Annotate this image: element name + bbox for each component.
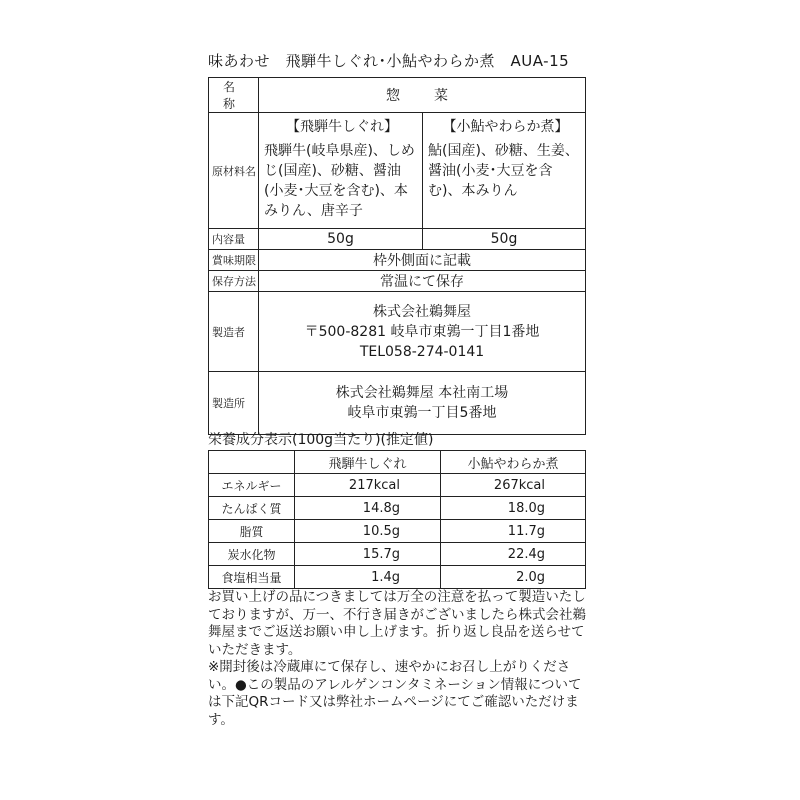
manufacturer-value [259, 292, 586, 372]
nutrient-label: 脂質 [209, 520, 295, 543]
ingredients-text-ayu: 鮎(国産)、砂糖、生姜、醤油(小麦･大豆を含む)、本みりん [428, 143, 579, 199]
nutrient-label: 食塩相当量 [209, 566, 295, 589]
factory-row [209, 372, 586, 435]
content-label: 内容量 [209, 229, 259, 250]
storage-allergen-note: ※開封後は冷蔵庫にて保存し、速やかにお召し上がりください。●この製品のアレルゲンコンタミネーション情報については下記QRコード又は弊社ホームページにてご確認いただけます。 [208, 659, 582, 728]
nutrient-value-beef: 10.5g [295, 520, 441, 543]
nutrient-value-beef: 1.4g [295, 566, 441, 589]
content-value-ayu: 50g [423, 229, 586, 250]
storage-label: 保存方法 [209, 271, 259, 292]
factory-address: 岐阜市東鶉一丁目5番地 [347, 405, 497, 421]
table-row [209, 474, 586, 497]
manufacturer-label: 製造者 [209, 292, 259, 372]
nutrient-value-ayu: 18.0g [441, 497, 586, 520]
ingredients-label: 原材料名 [209, 113, 259, 229]
ingredients-ayu [423, 113, 586, 229]
nutrition-header-beef: 飛騨牛しぐれ [295, 451, 441, 474]
storage-value: 常温にて保存 [259, 271, 586, 292]
return-policy-note: お買い上げの品につきましては万全の注意を払って製造いたしておりますが、万一、不行き届きがございましたら株式会社鵜舞屋までご返送お願い申し上げます。折り返し良品を送らせていただきます。 [208, 589, 586, 658]
nutrient-label: 炭水化物 [209, 543, 295, 566]
food-label-table [208, 77, 586, 435]
ingredients-row [209, 113, 586, 229]
notes-block [208, 589, 590, 729]
table-row [209, 566, 586, 589]
expiry-value: 枠外側面に記載 [259, 250, 586, 271]
manufacturer-address: 〒500-8281 岐阜市東鶉一丁目1番地 [304, 323, 540, 340]
product-title: 味あわせ 飛騨牛しぐれ･小鮎やわらか煮 AUA-15 [208, 52, 570, 70]
nutrient-label: たんぱく質 [209, 497, 295, 520]
factory-value [259, 372, 586, 435]
table-row [209, 520, 586, 543]
nutrient-value-beef: 217kcal [295, 474, 441, 497]
manufacturer-phone: TEL058-274-0141 [359, 343, 485, 360]
nutrient-value-ayu: 267kcal [441, 474, 586, 497]
content-value-beef: 50g [259, 229, 423, 250]
factory-name: 株式会社鵜舞屋 本社南工場 [335, 385, 509, 401]
expiry-row [209, 250, 586, 271]
manufacturer-name: 株式会社鵜舞屋 [373, 303, 471, 320]
product-heading-ayu: 【小鮎やわらか煮】 [442, 119, 569, 135]
ingredients-beef [259, 113, 423, 229]
nutrition-header-blank [209, 451, 295, 474]
name-row [209, 78, 586, 113]
factory-label: 製造所 [209, 372, 259, 435]
manufacturer-row [209, 292, 586, 372]
nutrition-title: 栄養成分表示(100g当たり)(推定値) [208, 432, 434, 448]
nutrition-table [208, 450, 586, 589]
expiry-label: 賞味期限 [209, 250, 259, 271]
product-heading-beef: 【飛騨牛しぐれ】 [286, 119, 398, 135]
name-value: 惣 菜 [259, 78, 586, 113]
nutrition-header-row [209, 451, 586, 474]
nutrient-value-ayu: 22.4g [441, 543, 586, 566]
nutrient-value-beef: 15.7g [295, 543, 441, 566]
nutrient-label: エネルギー [209, 474, 295, 497]
table-row [209, 497, 586, 520]
nutrition-header-ayu: 小鮎やわらか煮 [441, 451, 586, 474]
content-row [209, 229, 586, 250]
nutrient-value-ayu: 2.0g [441, 566, 586, 589]
nutrient-value-ayu: 11.7g [441, 520, 586, 543]
storage-row [209, 271, 586, 292]
ingredients-text-beef: 飛騨牛(岐阜県産)、しめじ(国産)、砂糖、醤油(小麦･大豆を含む)、本みりん、唐辛子 [264, 143, 415, 219]
table-row [209, 543, 586, 566]
name-label: 名 称 [209, 78, 259, 113]
nutrient-value-beef: 14.8g [295, 497, 441, 520]
